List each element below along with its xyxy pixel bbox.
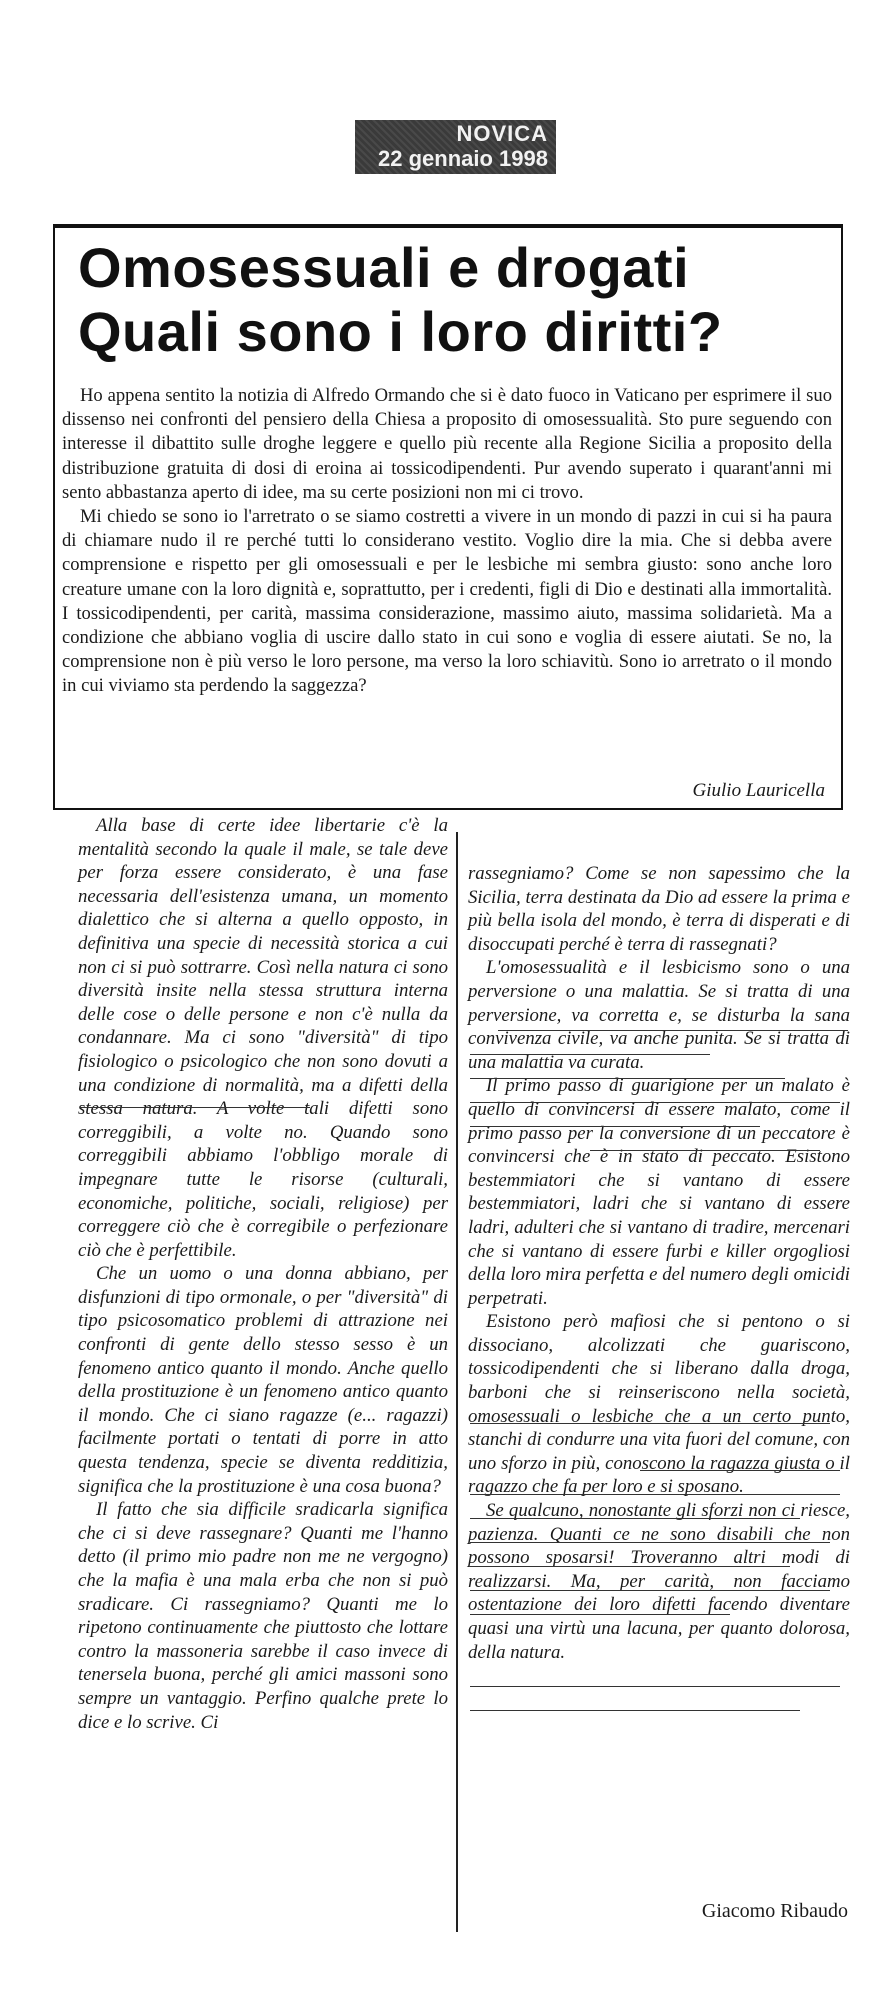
pen-underline <box>470 1686 840 1687</box>
letter-paragraph: Mi chiedo se sono io l'arretrato o se siamo costretti a vivere in un mondo di pazzi in cui si ha paura di chiamare nudo il re perché tutti lo considerano vestito. Voglio dire la mia. Che si debba avere comprensione e rispetto per gli omosessuali e per le lesbiche mi sembra giusto: sono anche loro creature umane con la loro dignità e, soprattutto, per i credenti, figli di Dio e destinati alla immortalità. I tossicodipendenti, per carità, massima considerazione, massimo aiuto, massima solidarietà. Ma a condizione che abbiano voglia di uscire dallo stato in cui sono e voglia di essere aiutati. Se no, la comprensione non è più verso le loro persone, ma verso la loro schiavitù. Sono io arretrato o il mondo in cui viviamo sta perdendo la saggezza? <box>62 506 832 697</box>
reply-paragraph: Che un uomo o una donna abbiano, per disfunzioni di tipo ormonale, o per "diversità" di tipo psicosomatico problemi di attrazione nei confronti di gente dello stesso sesso è un fenomeno antico quanto il mondo. Anche quello della prostituzione è un fenomeno antico quanto il mondo. Che ci siano ragazze (e... ragazzi) facilmente portati o tentati di porre in atto questa tendenza, specie se diventa redditizia, significa che la prostituzione è una cosa buona? <box>78 1263 448 1497</box>
letter-paragraph: Ho appena sentito la notizia di Alfredo Ormando che si è dato fuoco in Vaticano per esprimere il suo dissenso nei confronti del pensiero della Chiesa a proposito di omosessualità. Sto pure seguendo con interesse il dibattito sulle droghe leggere e quello più recente alla Regione Sicilia a proposito della distribuzione gratuita di dosi di eroina ai tossicodipendenti. Pur avendo superato i quarant'anni mi sento abbastanza aperto di idee, ma su certe posizioni non mi ci trovo. <box>62 385 832 503</box>
pen-underline <box>470 1566 790 1567</box>
reply-paragraph: L'omosessualità e il lesbicismo sono o una perversione o una malattia. Se si tratta di una perversione, va corretta e, se disturba la sana convivenza civile, va anche punita. Se si tratta di una malattia va curata. <box>468 957 850 1073</box>
pen-underline <box>470 1423 830 1424</box>
headline-line-2: Quali sono i loro diritti? <box>78 300 723 363</box>
pen-underline <box>640 1470 840 1471</box>
newspaper-name: NOVICA <box>456 121 548 146</box>
headline-line-1: Omosessuali e drogati <box>78 236 690 299</box>
reply-signature: Giacomo Ribaudo <box>701 1900 848 1922</box>
pen-underline <box>470 1494 840 1495</box>
pen-underline <box>470 1710 800 1711</box>
pen-underline <box>470 1126 760 1127</box>
article-headline <box>78 236 838 364</box>
publication-date: 22 gennaio 1998 <box>378 146 548 171</box>
pen-underline <box>470 1614 730 1615</box>
reply-paragraph: Alla base di certe idee libertarie c'è la mentalità secondo la quale il male, se tale deve per forza essere considerato, è una fase necessaria dell'esistenza umana, un momento dialettico che si alterna a quello opposto, in definitiva una specie di necessità storica a cui non ci si può sottrarre. Così nella natura ci sono diversità insite nella stessa struttura interna delle cose o delle persone e non c'è nulla da condannare. Ma ci sono "diversità" di tipo fisiologico o psicologico che non sono dovuti a una condizione di normalità, ma a difetti della stessa natura. A volte tali difetti sono correggibili, a volte no. Quando sono correggibili abbiamo l'obbligo morale di impegnare tutte le risorse (culturali, economiche, politiche, sociali, religiose) per correggere ciò che è corregibile o perfezionare ciò che è perfettibile. <box>78 815 448 1261</box>
pen-underline <box>470 1590 830 1591</box>
pen-underline <box>80 1107 310 1108</box>
letter-signature: Giulio Lauricella <box>692 780 825 801</box>
newspaper-stamp <box>355 120 556 174</box>
reply-column-right <box>468 862 850 1664</box>
reply-paragraph: Se qualcuno, nonostante gli sforzi non ci riesce, pazienza. Quanti ce ne sono disabili che non possono sposarsi! Troveranno altri modi di realizzarsi. Ma, per carità, non facciamo ostentazione dei loro difetti facendo diventare quasi una virtù una lacuna, per quanto dolorosa, della natura. <box>468 1500 850 1663</box>
reply-column-left <box>78 814 448 1734</box>
pen-underline <box>470 1518 800 1519</box>
reply-continuation: rassegniamo? Come se non sapessimo che la Sicilia, terra destinata da Dio ad essere la prima e più bella isola del mondo, è terra di disperati e di disoccupati perché è terra di rassegnati? <box>468 863 850 955</box>
reply-paragraph: Il primo passo di guarigione per un malato è quello di convincersi di essere malato, come il primo passo per la conversione di un peccatore è convincersi che è in stato di peccato. Esistono bestemmiatori che si vantano di essere bestemmiatori, ladri che si vantano di essere ladri, adulteri che si vantano di tradire, mercenari che si vantano di essere furbi e killer orgogliosi della loro mira perfetta e del numero degli omicidi perpetrati. <box>468 1075 850 1309</box>
reply-paragraph: Il fatto che sia difficile sradicarla significa che ci si deve rassegnare? Quanti me l'hanno detto (il primo mio padre non me ne vergogno) che la mafia è una mala erba che non si può sradicare. Ci rassegniamo? Quanti me lo ripetono continuamente che piuttosto che lottare contro la massoneria sarebbe il caso invece di tenersela buona, perché gli amici massoni sono sempre un vantaggio. Perfino qualche prete lo dice e lo scrive. Ci <box>78 1499 448 1733</box>
reader-letter <box>62 384 832 699</box>
pen-underline <box>470 1542 830 1543</box>
pen-underline <box>590 1150 820 1151</box>
column-divider <box>456 832 458 1932</box>
reply-paragraph: Esistono però mafiosi che si pentono o si dissociano, alcolizzati che guariscono, tossicodipendenti che si liberano dalla droga, barboni che si reinseriscono nella società, omosessuali o lesbiche che a un certo punto, stanchi di condurre una vita fuori del comune, con uno sforzo in più, conoscono la ragazza giusta o il ragazzo che fa per loro e si sposano. <box>468 1311 850 1498</box>
pen-underline <box>470 1054 710 1055</box>
pen-underline <box>470 1078 785 1079</box>
pen-underline <box>470 1102 840 1103</box>
pen-underline <box>498 1030 848 1031</box>
